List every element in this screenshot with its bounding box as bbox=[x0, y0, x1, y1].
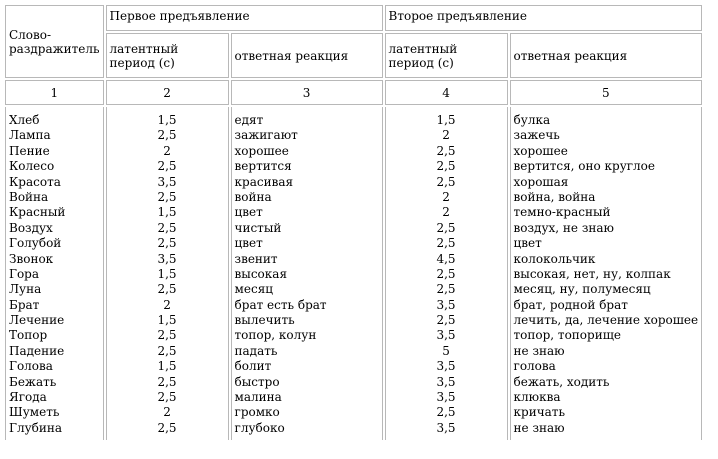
response-2-cell: голова bbox=[513, 359, 556, 374]
header-first-presentation bbox=[106, 5, 383, 31]
latent-1-cell: 2,5 bbox=[157, 390, 177, 405]
column-latent-1 bbox=[106, 107, 229, 440]
response-1-cell: вылечить bbox=[234, 313, 295, 328]
header-latent-1-label: латентный период (с) bbox=[109, 41, 179, 70]
response-1-cell: едят bbox=[234, 113, 264, 127]
header-response-2 bbox=[510, 33, 703, 78]
response-2-cell: не знаю bbox=[513, 420, 565, 435]
response-1-cell: звенит bbox=[234, 251, 278, 266]
header-response-1-label: ответная реакция bbox=[234, 48, 349, 63]
column-latent-2-list bbox=[389, 113, 504, 436]
latent-1-cell: 2 bbox=[163, 143, 171, 158]
header-word bbox=[5, 5, 104, 78]
word-cell: Брат bbox=[9, 297, 40, 312]
column-response-2-list bbox=[514, 113, 699, 436]
response-2-cell: колокольчик bbox=[513, 251, 596, 266]
response-2-cell: брат, родной брат bbox=[513, 297, 628, 312]
column-index-2: 2 bbox=[106, 80, 229, 105]
header-response-1 bbox=[231, 33, 383, 78]
word-cell: Ягода bbox=[9, 390, 47, 405]
column-latent-2 bbox=[385, 107, 508, 440]
latent-2-cell: 2,5 bbox=[436, 282, 456, 297]
word-cell: Пение bbox=[9, 143, 50, 158]
header-second-presentation bbox=[385, 5, 703, 31]
latent-2-cell: 2,5 bbox=[436, 236, 456, 251]
latent-1-cell: 2,5 bbox=[157, 282, 177, 297]
column-index-row bbox=[5, 80, 702, 105]
header-response-2-label: ответная реакция bbox=[513, 48, 628, 63]
response-2-cell: темно-красный bbox=[513, 205, 611, 220]
latent-2-cell: 2 bbox=[442, 205, 450, 220]
response-1-cell: красивая bbox=[234, 174, 294, 189]
latent-1-cell: 2,5 bbox=[157, 328, 177, 343]
word-cell: Колесо bbox=[9, 159, 55, 174]
response-1-cell: громко bbox=[234, 405, 280, 420]
latent-2-cell: 3,5 bbox=[436, 420, 456, 435]
word-cell: Шуметь bbox=[9, 405, 60, 420]
header-latent-1 bbox=[106, 33, 229, 78]
latent-2-cell: 2,5 bbox=[436, 405, 456, 420]
header-latent-2-label: латентный период (с) bbox=[388, 41, 458, 70]
column-index-1: 1 bbox=[5, 80, 104, 105]
response-1-cell: зажигают bbox=[234, 128, 298, 143]
response-2-cell: война, война bbox=[513, 189, 596, 204]
response-1-cell: месяц bbox=[234, 282, 273, 297]
latent-1-cell: 1,5 bbox=[157, 205, 177, 220]
latent-2-cell: 3,5 bbox=[436, 297, 456, 312]
latent-2-cell: 5 bbox=[442, 343, 450, 358]
response-1-cell: хорошее bbox=[234, 143, 289, 158]
word-cell: Воздух bbox=[9, 220, 53, 235]
column-index-4: 4 bbox=[385, 80, 508, 105]
column-index-5: 5 bbox=[510, 80, 703, 105]
response-1-cell: малина bbox=[234, 390, 282, 405]
response-2-cell: бежать, ходить bbox=[513, 374, 610, 389]
word-cell: Топор bbox=[9, 328, 48, 343]
word-cell: Луна bbox=[9, 282, 42, 297]
response-1-cell: война bbox=[234, 189, 272, 204]
latent-2-cell: 3,5 bbox=[436, 359, 456, 374]
latent-2-cell: 1,5 bbox=[436, 113, 456, 127]
response-2-cell: хорошая bbox=[513, 174, 569, 189]
word-cell: Бежать bbox=[9, 374, 57, 389]
response-2-cell: булка bbox=[513, 113, 551, 127]
response-2-cell: топор, топорище bbox=[513, 328, 621, 343]
word-cell: Хлеб bbox=[9, 113, 40, 127]
response-1-cell: падать bbox=[234, 343, 278, 358]
response-2-cell: высокая, нет, ну, колпак bbox=[513, 266, 671, 281]
response-2-cell: цвет bbox=[513, 236, 542, 251]
response-2-cell: хорошее bbox=[513, 143, 568, 158]
response-1-cell: топор, колун bbox=[234, 328, 317, 343]
word-cell: Звонок bbox=[9, 251, 54, 266]
latent-1-cell: 2,5 bbox=[157, 420, 177, 435]
response-2-cell: лечить, да, лечение хорошее bbox=[513, 313, 699, 328]
response-1-cell: высокая bbox=[234, 266, 288, 281]
latent-1-cell: 2,5 bbox=[157, 343, 177, 358]
header-second-label: Второе предъявление bbox=[388, 9, 527, 23]
response-1-cell: глубоко bbox=[234, 420, 285, 435]
latent-1-cell: 3,5 bbox=[157, 174, 177, 189]
word-cell: Гора bbox=[9, 266, 40, 281]
latent-2-cell: 3,5 bbox=[436, 390, 456, 405]
latent-2-cell: 3,5 bbox=[436, 374, 456, 389]
word-cell: Глубина bbox=[9, 420, 63, 435]
latent-1-cell: 2,5 bbox=[157, 128, 177, 143]
response-1-cell: чистый bbox=[234, 220, 282, 235]
word-cell: Война bbox=[9, 189, 49, 204]
header-latent-2 bbox=[385, 33, 508, 78]
latent-2-cell: 2,5 bbox=[436, 313, 456, 328]
word-cell: Голова bbox=[9, 359, 53, 374]
column-response-1 bbox=[231, 107, 383, 440]
column-words-list bbox=[9, 113, 100, 436]
latent-1-cell: 1,5 bbox=[157, 266, 177, 281]
response-2-cell: месяц, ну, полумесяц bbox=[513, 282, 651, 297]
word-cell: Лечение bbox=[9, 313, 65, 328]
latent-1-cell: 2,5 bbox=[157, 236, 177, 251]
latent-2-cell: 2,5 bbox=[436, 220, 456, 235]
latent-1-cell: 2,5 bbox=[157, 189, 177, 204]
latent-1-cell: 2,5 bbox=[157, 220, 177, 235]
column-latent-1-list bbox=[110, 113, 225, 436]
latent-2-cell: 4,5 bbox=[436, 251, 456, 266]
table-body-row bbox=[5, 107, 702, 440]
latent-1-cell: 2,5 bbox=[157, 374, 177, 389]
response-1-cell: болит bbox=[234, 359, 272, 374]
response-1-cell: цвет bbox=[234, 236, 263, 251]
response-2-cell: вертится, оно круглое bbox=[513, 159, 656, 174]
latent-2-cell: 3,5 bbox=[436, 328, 456, 343]
latent-2-cell: 2 bbox=[442, 128, 450, 143]
latent-2-cell: 2,5 bbox=[436, 159, 456, 174]
document-wrapper bbox=[3, 3, 704, 442]
latent-1-cell: 1,5 bbox=[157, 313, 177, 328]
response-2-cell: кричать bbox=[513, 405, 565, 420]
column-words bbox=[5, 107, 104, 440]
word-cell: Лампа bbox=[9, 128, 51, 143]
column-index-3: 3 bbox=[231, 80, 383, 105]
header-word-label: Слово-раздражитель bbox=[9, 27, 100, 56]
latent-2-cell: 2 bbox=[442, 189, 450, 204]
column-response-1-list bbox=[235, 113, 379, 436]
word-cell: Красота bbox=[9, 174, 61, 189]
response-1-cell: вертится bbox=[234, 159, 292, 174]
response-1-cell: быстро bbox=[234, 374, 280, 389]
response-1-cell: цвет bbox=[234, 205, 263, 220]
latent-1-cell: 1,5 bbox=[157, 113, 177, 127]
latent-1-cell: 2,5 bbox=[157, 159, 177, 174]
response-2-cell: воздух, не знаю bbox=[513, 220, 614, 235]
association-table bbox=[3, 3, 704, 442]
latent-1-cell: 3,5 bbox=[157, 251, 177, 266]
header-first-label: Первое предъявление bbox=[109, 9, 250, 23]
latent-2-cell: 2,5 bbox=[436, 143, 456, 158]
latent-1-cell: 2 bbox=[163, 405, 171, 420]
response-2-cell: зажечь bbox=[513, 128, 560, 143]
latent-2-cell: 2,5 bbox=[436, 266, 456, 281]
response-2-cell: не знаю bbox=[513, 343, 565, 358]
latent-2-cell: 2,5 bbox=[436, 174, 456, 189]
word-cell: Падение bbox=[9, 343, 65, 358]
latent-1-cell: 1,5 bbox=[157, 359, 177, 374]
word-cell: Голубой bbox=[9, 236, 62, 251]
response-1-cell: брат есть брат bbox=[234, 297, 327, 312]
response-2-cell: клюква bbox=[513, 390, 561, 405]
word-cell: Красный bbox=[9, 205, 66, 220]
latent-1-cell: 2 bbox=[163, 297, 171, 312]
column-response-2 bbox=[510, 107, 703, 440]
